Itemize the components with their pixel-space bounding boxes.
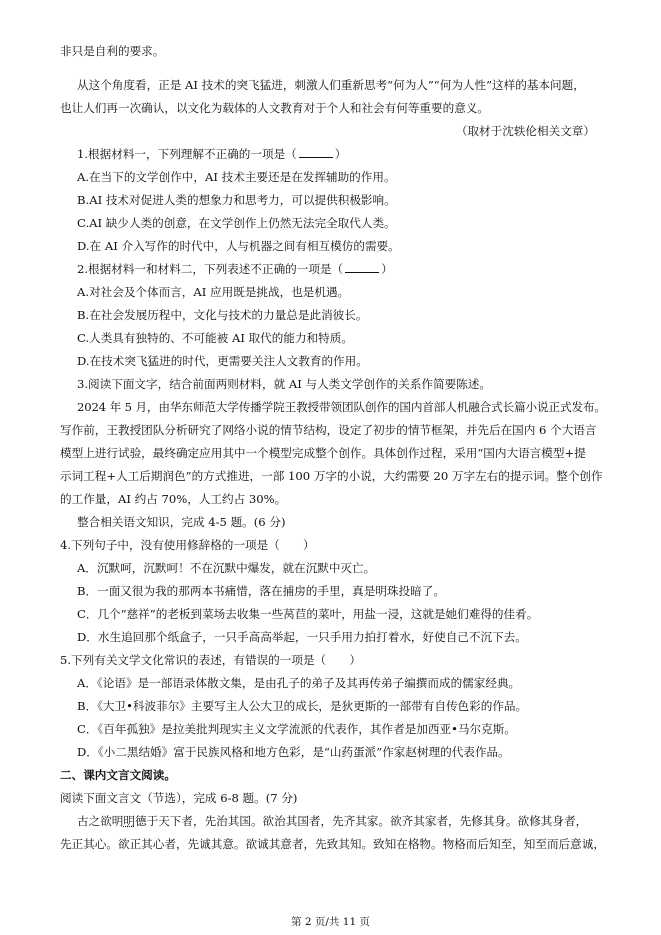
option-c: C.AI 缺少人类的创意，在文学创作上仍然无法完全取代人类。 [77, 216, 396, 230]
text-segment: 德于天下者，先治其国。欲治其国者，先齐其家。欲齐其家者，先修其身。欲修其身者， [135, 814, 588, 828]
page-number: 第 2 页/共 11 页 [291, 916, 370, 928]
option-c: C.人类具有独特的、不可能被 AI 取代的能力和特质。 [77, 331, 353, 345]
text-line: 模型上进行试验，最终确定应用其中一个模型完成整个创作。具体创作过程，采用“国内大语言模型+提 [60, 446, 586, 460]
text-line: 从这个角度看，正是 AI 技术的突飞猛进，刺激人们重新思考“何为人”“何为人性”这样的基本问题， [77, 78, 585, 92]
option-a: A．《论语》是一部语录体散文集，是由孔子的弟子及其再传弟子编撰而成的儒家经典。 [77, 676, 521, 690]
emphasized-character: 明 [123, 814, 135, 828]
question-4-stem: 4.下列句子中，没有使用修辞格的一项是（ ） [60, 538, 315, 552]
answer-blank [345, 261, 379, 273]
source-citation: （取材于沈轶伦相关文章） [455, 124, 595, 138]
option-b: B．《大卫•科波菲尔》主要写主人公大卫的成长，是狄更斯的一部带有自传色彩的作品。 [77, 699, 528, 713]
option-d: D.在 AI 介入写作的时代中，人与机器之间有相互模仿的需要。 [77, 239, 400, 253]
text-segment: 古之欲明 [77, 814, 124, 828]
section-heading: 二、课内文言文阅读。 [60, 768, 176, 782]
question-text: 1.根据材料一，下列理解不正确的一项是（ [77, 147, 297, 161]
option-d: D.在技术突飞猛进的时代，更需要关注人文教育的作用。 [77, 354, 368, 368]
option-d: D．水生追回那个纸盒子，一只手高高举起，一只手用力拍打着水，好使自己不沉下去。 [77, 630, 527, 644]
option-d: D．《小二黑结婚》富于民族风格和地方色彩，是“山药蛋派”作家赵树理的代表作品。 [77, 745, 510, 759]
text-line: 2024 年 5 月，由华东师范大学传播学院王教授带领团队创作的国内首部人机融合式长篇小说正式发布。 [77, 400, 606, 414]
classical-text-line [77, 813, 587, 829]
question-2-stem [77, 261, 393, 277]
section-instruction: 阅读下面文言文（节选），完成 6-8 题。(7 分) [60, 791, 298, 805]
option-c: C．几个“慈祥”的老板到菜场去收集一些莴苣的菜叶，用盐一浸，这就是她们难得的佳肴。 [77, 607, 539, 621]
text-line: 示词工程+人工后期润色”的方式推进，一部 100 万字的小说，大约需要 20 万字左右的提示词。整个创作 [60, 469, 603, 483]
question-text: ） [334, 147, 347, 161]
section-intro: 整合相关语文知识，完成 4-5 题。(6 分) [77, 515, 286, 529]
question-text: 2.根据材料一和材料二，下列表述不正确的一项是（ [77, 262, 344, 276]
text-line: 的工作量，AI 约占 70%，人工约占 30%。 [60, 492, 287, 506]
question-text: ） [381, 262, 393, 276]
question-5-stem: 5.下列有关文学文化常识的表述，有错误的一项是（ ） [60, 653, 361, 667]
text-line: 非只是自利的要求。 [60, 44, 165, 58]
option-b: B.AI 技术对促进人类的想象力和思考力，可以提供积极影响。 [77, 193, 396, 207]
text-line: 也让人们再一次确认，以文化为载体的人文教育对于个人和社会有何等重要的意义。 [60, 101, 489, 115]
option-b: B．一面又很为我的那两本书痛惜，落在捕房的手里，真是明珠投暗了。 [77, 584, 445, 598]
question-1-stem [77, 146, 346, 162]
option-b: B.在社会发展历程中，文化与技术的力量总是此消彼长。 [77, 308, 368, 322]
question-3-stem: 3.阅读下面文字，结合前面两则材料，就 AI 与人类文学创作的关系作简要陈述。 [77, 377, 491, 391]
option-a: A.对社会及个体而言，AI 应用既是挑战，也是机遇。 [77, 285, 350, 299]
option-a: A．沉默呵，沉默呵！不在沉默中爆发，就在沉默中灭亡。 [77, 561, 376, 575]
option-c: C．《百年孤独》是拉美批判现实主义文学流派的代表作，其作者是加西亚•马尔克斯。 [77, 722, 516, 736]
classical-text-line: 先正其心。欲正其心者，先诚其意。欲诚其意者，先致其知。致知在格物。物格而后知至，知至而后意诚， [60, 837, 605, 851]
answer-blank [299, 146, 333, 158]
text-line: 写作前，王教授团队分析研究了网络小说的情节结构，设定了初步的情节框架，并先后在国内 6 个大语言 [60, 423, 597, 437]
option-a: A.在当下的文学创作中，AI 技术主要还是在发挥辅助的作用。 [77, 170, 396, 184]
